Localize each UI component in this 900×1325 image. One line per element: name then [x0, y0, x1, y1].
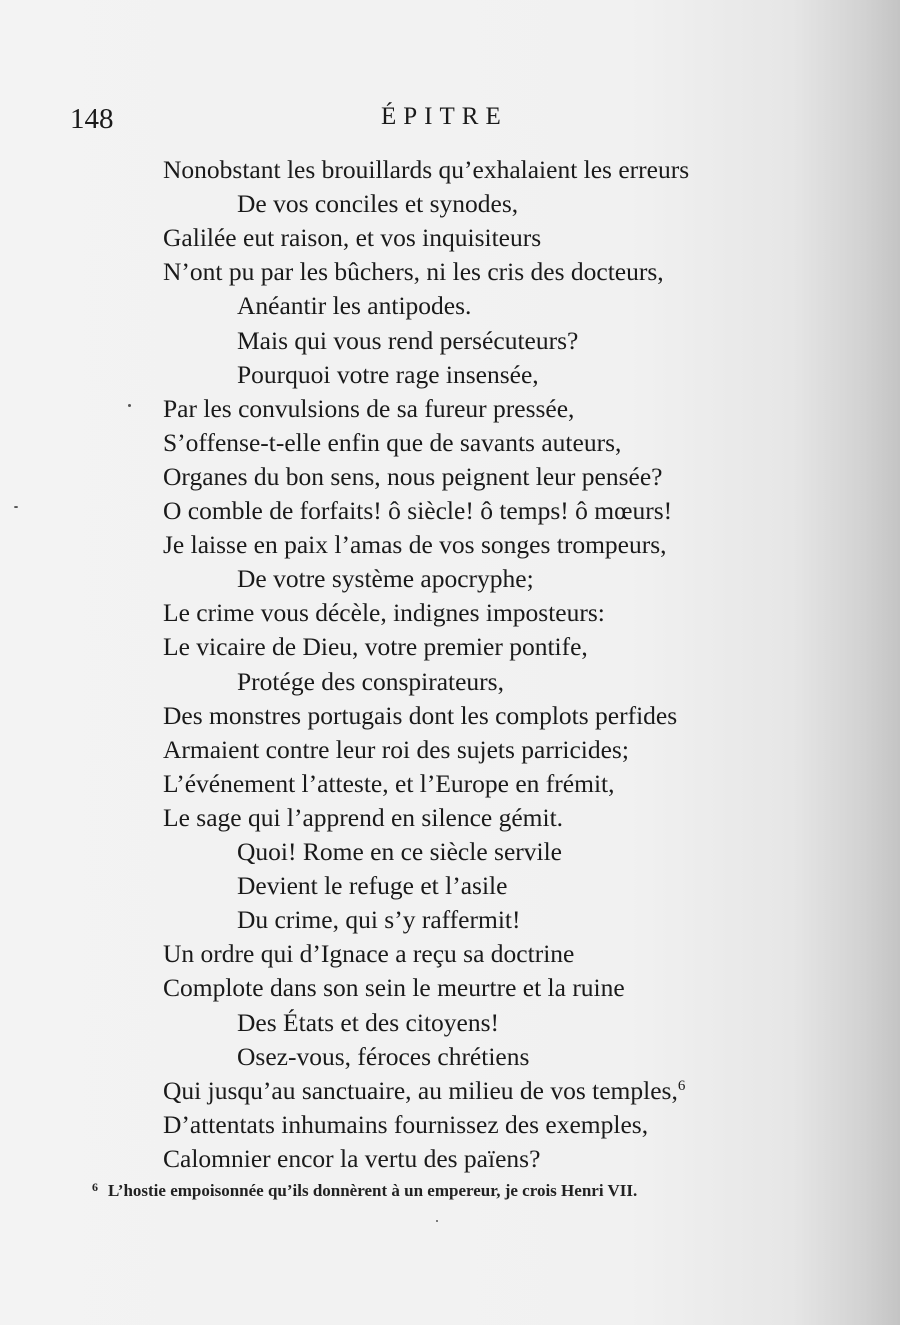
verse-line [237, 1040, 529, 1074]
verse-line [163, 528, 667, 562]
verse-line [163, 971, 625, 1005]
page-number: 148 [70, 103, 114, 135]
running-head: ÉPITRE [381, 103, 508, 130]
verse-text: Osez-vous, féroces chrétiens [237, 1041, 530, 1071]
verse-text: N’ont pu par les bûchers, ni les cris des docteurs, [163, 257, 664, 287]
verse-text: Mais qui vous rend persécuteurs? [237, 325, 579, 355]
verse-line [163, 153, 689, 187]
verse-text: Du crime, qui s’y raffermit! [237, 905, 521, 935]
verse-line [163, 596, 605, 630]
verse-text: Pourquoi votre rage insensée, [237, 359, 539, 389]
ink-speck [14, 506, 18, 508]
verse-text: L’événement l’atteste, et l’Europe en frémit, [163, 768, 615, 798]
verse-text: Des États et des citoyens! [237, 1007, 500, 1037]
verse-text: Par les convulsions de sa fureur pressée, [163, 393, 575, 423]
verse-text: Des monstres portugais dont les complots perfides [163, 700, 678, 730]
verse-text: Armaient contre leur roi des sujets parricides; [163, 734, 629, 764]
verse-line [237, 187, 518, 221]
verse-text: Protége des conspirateurs, [237, 666, 504, 696]
verse-text: Le crime vous décèle, indignes imposteurs: [163, 598, 605, 628]
verse-line [163, 733, 629, 767]
verse-line [237, 1006, 499, 1040]
verse-line [163, 255, 664, 289]
verse-text: O comble de forfaits! ô siècle! ô temps! ô mœurs! [163, 496, 673, 525]
verse-text: S’offense-t-elle enfin que de savants auteurs, [163, 427, 622, 457]
verse-text: De votre système apocryphe; [237, 564, 534, 594]
verse-line [163, 699, 677, 733]
verse-line [163, 801, 563, 835]
verse-text: Quoi! Rome en ce siècle servile [237, 837, 563, 866]
verse-text: Devient le refuge et l’asile [237, 871, 508, 901]
verse-text: Complote dans son sein le meurtre et la ruine [163, 973, 625, 1003]
footnote [92, 1180, 637, 1201]
verse-text: Je laisse en paix l’amas de vos songes trompeurs, [163, 530, 667, 560]
verse-line [163, 460, 663, 494]
verse-line [163, 392, 574, 426]
verse-text: Nonobstant les brouillards qu’exhalaient les erreurs [163, 155, 690, 184]
verse-text: Organes du bon sens, nous peignent leur pensée? [163, 461, 663, 491]
verse-line [237, 835, 562, 869]
verse-line [237, 358, 539, 392]
footnote-number: 6 [92, 1180, 98, 1194]
verse-line [237, 289, 471, 323]
verse-line [237, 903, 520, 937]
verse-line [237, 869, 507, 903]
verse-line [163, 1142, 540, 1176]
verse-line [237, 562, 534, 596]
verse-line [237, 324, 578, 358]
verse-text: Anéantir les antipodes. [237, 291, 472, 321]
verse-line [163, 630, 588, 664]
verse-text: Le sage qui l’apprend en silence gémit. [163, 802, 564, 832]
verse-line [163, 494, 672, 528]
footnote-reference: 6 [677, 1077, 686, 1094]
verse-text: D’attentats inhumains fournissez des exemples, [163, 1109, 649, 1139]
verse-text: Calomnier encor la vertu des païens? [163, 1143, 541, 1173]
verse-text: Galilée eut raison, et vos inquisiteurs [163, 223, 542, 253]
verse-text: Un ordre qui d’Ignace a reçu sa doctrine [163, 939, 575, 969]
verse-text: Qui jusqu’au sanctuaire, au milieu de vos temples, [163, 1075, 678, 1105]
verse-text: De vos conciles et synodes, [237, 189, 519, 219]
verse-text: Le vicaire de Dieu, votre premier pontife, [163, 632, 588, 662]
verse-line [163, 221, 541, 255]
verse-line [163, 767, 615, 801]
verse-line [237, 665, 504, 699]
verse-line [163, 426, 621, 460]
ink-speck [436, 1220, 438, 1222]
verse-line [163, 1074, 685, 1108]
ink-speck [128, 404, 131, 407]
verse-line [163, 1108, 648, 1142]
footnote-text: L’hostie empoisonnée qu’ils donnèrent à un empereur, je crois Henri VII. [108, 1181, 638, 1200]
verse-line [163, 937, 574, 971]
